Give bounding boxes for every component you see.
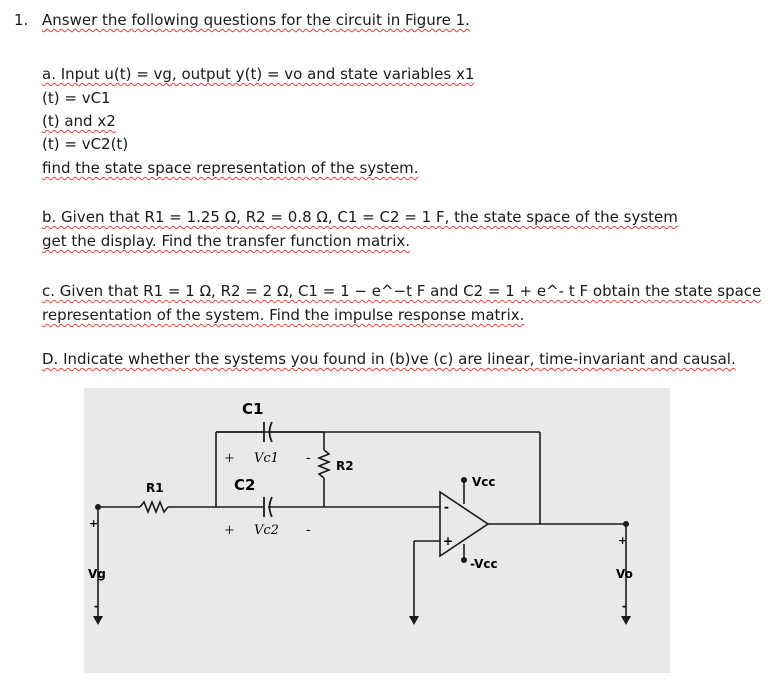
part-b-line-1: b. Given that R1 = 1.25 Ω, R2 = 0.8 Ω, C1 = C2 = 1 F, the state space of the system [42, 208, 678, 226]
opamp-minus-label: - [444, 500, 449, 514]
vc1-minus: - [306, 451, 311, 466]
vg-plus: + [89, 517, 99, 530]
opamp-plus-label: + [443, 534, 454, 548]
question-number: 1. [14, 11, 29, 29]
part-b-line-2: get the display. Find the transfer function matrix. [42, 232, 411, 250]
vg-terminal-top [95, 504, 101, 510]
vcc-label: Vcc [472, 475, 496, 489]
neg-vcc-node [461, 557, 467, 563]
c2-label: C2 [234, 476, 256, 494]
vcc-node [461, 477, 467, 483]
vo-minus: - [622, 599, 627, 613]
vo-label: Vo [616, 567, 633, 581]
vo-plus: + [618, 534, 628, 547]
neg-vcc-label: -Vcc [470, 557, 498, 571]
question-title: Answer the following questions for the circuit in Figure 1. [42, 11, 470, 29]
vc2-plus: + [224, 523, 235, 538]
part-a-line-1: a. Input u(t) = vg, output y(t) = vo and state variables x1 [42, 65, 475, 83]
vc1-label: Vc1 [254, 451, 279, 466]
r1-label: R1 [146, 481, 164, 495]
part-c-line-1: c. Given that R1 = 1 Ω, R2 = 2 Ω, C1 = 1 − e^−t F and C2 = 1 + e^- t F obtain the state space [42, 282, 762, 300]
part-a-line-3: (t) and x2 [42, 112, 116, 130]
vo-terminal-top [623, 521, 629, 527]
figure-background [84, 388, 670, 673]
vg-minus: - [94, 599, 99, 613]
vc1-plus: + [224, 451, 235, 466]
circuit-figure [84, 388, 670, 673]
c1-label: C1 [242, 400, 264, 418]
part-a-line-5: find the state space representation of the system. [42, 159, 419, 177]
part-a-line-2: (t) = vC1 [42, 89, 111, 107]
part-a-line-4: (t) = vC2(t) [42, 135, 129, 153]
vg-label: Vg [88, 567, 106, 581]
part-d-line-1: D. Indicate whether the systems you found in (b)ve (c) are linear, time-invariant and causal. [42, 350, 736, 368]
vc2-minus: - [306, 523, 311, 538]
vc2-label: Vc2 [254, 523, 279, 538]
r2-label: R2 [336, 459, 354, 473]
part-c-line-2: representation of the system. Find the impulse response matrix. [42, 306, 525, 324]
